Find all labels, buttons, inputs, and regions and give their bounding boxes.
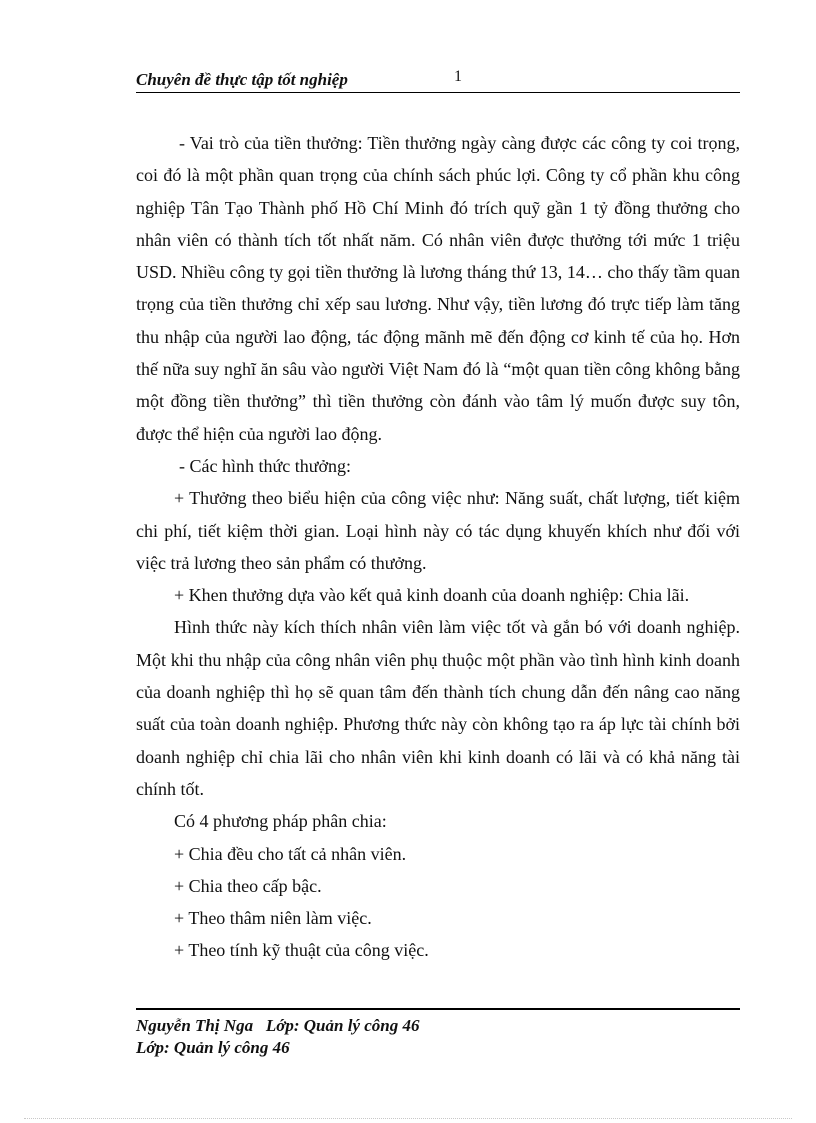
list-item-by-rank: + Chia theo cấp bậc. bbox=[174, 875, 322, 896]
list-item-bonus-by-performance: + Thưởng theo biểu hiện của công việc như: Năng suất, chất lượng, tiết kiệm chi phí, tiết kiệm thời gian. Loại hình này có tác dụng khuyến khích như đối với việc trả lương theo sản phẩm có thưởng. bbox=[136, 488, 740, 573]
list-item-by-technicality: + Theo tính kỹ thuật của công việc. bbox=[174, 940, 429, 961]
document-body bbox=[136, 127, 740, 967]
paragraph-role-of-bonus: - Vai trò của tiền thưởng: Tiền thưởng ngày càng được các công ty coi trọng, coi đó là một phần quan trọng của chính sách phúc lợi. Công ty cổ phần khu công nghiệp Tân Tạo Thành phố Hồ Chí Minh đó trích quỹ gần 1 tỷ đồng thưởng cho nhân viên có thành tích tốt nhất năm. Có nhân viên được thưởng tới mức 1 triệu USD. Nhiều công ty gọi tiền thưởng là lương tháng thứ 13, 14… cho thấy tầm quan trọng của tiền thưởng chỉ xếp sau lương. Như vậy, tiền lương đó trực tiếp làm tăng thu nhập của người lao động, tác động mãnh mẽ đến động cơ kinh tế của họ. Hơn thế nữa suy nghĩ ăn sâu vào người Việt Nam đó là “một quan tiền công không bằng một đồng tiền thưởng” thì tiền thưởng còn đánh vào tâm lý muốn được suy tôn, được thể hiện của người lao động. bbox=[136, 133, 740, 444]
list-item-bonus-by-business-results: + Khen thưởng dựa vào kết quả kinh doanh của doanh nghiệp: Chia lãi. bbox=[174, 585, 690, 606]
page-header bbox=[136, 64, 740, 93]
page-footer bbox=[136, 1008, 740, 1059]
page-bottom-divider bbox=[24, 1118, 792, 1119]
page-number: 1 bbox=[454, 68, 462, 85]
paragraph-profit-sharing-effect: Hình thức này kích thích nhân viên làm việc tốt và gắn bó với doanh nghiệp. Một khi thu nhập của công nhân viên phụ thuộc một phần vào tình hình kinh doanh của doanh nghiệp thì họ sẽ quan tâm đến thành tích chung dẫn đến nâng cao năng suất của toàn doanh nghiệp. Phương thức này còn không tạo ra áp lực tài chính bởi doanh nghiệp chỉ chia lãi cho nhân viên khi kinh doanh có lãi và có khả năng tài chính tốt. bbox=[136, 617, 740, 799]
footer-class: Lớp: Quản lý công 46 bbox=[136, 1038, 290, 1057]
header-title: Chuyên đề thực tập tốt nghiệp bbox=[136, 70, 348, 89]
paragraph-bonus-forms-heading: - Các hình thức thưởng: bbox=[179, 455, 352, 476]
list-item-by-seniority: + Theo thâm niên làm việc. bbox=[174, 908, 372, 929]
footer-author-class: Nguyễn Thị Nga Lớp: Quản lý công 46 bbox=[136, 1016, 420, 1035]
paragraph-division-methods-heading: Có 4 phương pháp phân chia: bbox=[174, 811, 387, 832]
list-item-equal-division: + Chia đều cho tất cả nhân viên. bbox=[174, 843, 407, 864]
